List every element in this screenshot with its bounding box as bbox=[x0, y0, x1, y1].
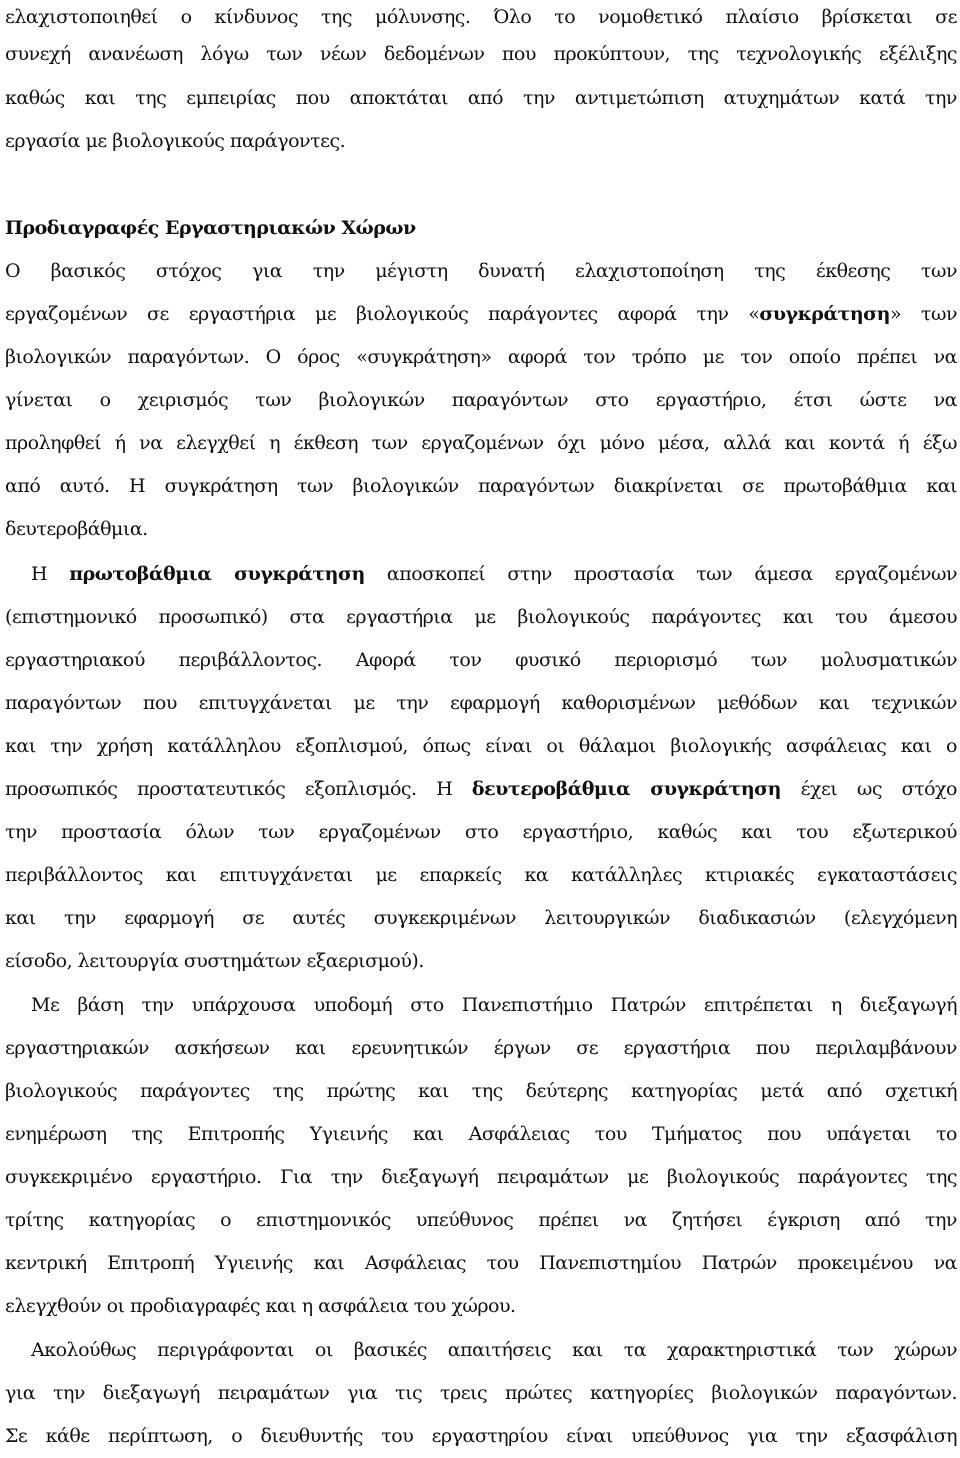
paragraph-2-line-7: δευτεροβάθμια. bbox=[5, 518, 148, 540]
paragraph-5-line-2: για την διεξαγωγή πειραμάτων για τις τρεις πρώτες κατηγορίες βιολογικών παραγόντων. bbox=[5, 1382, 957, 1404]
paragraph-2-line-2-text-a: εργαζομένων σε εργαστήρια με βιολογικούς παράγοντες αφορά την « bbox=[5, 303, 760, 325]
section-heading bbox=[5, 211, 957, 245]
paragraph-3-line-4: παραγόντων που επιτυγχάνεται με την εφαρμογή καθορισμένων μεθόδων και τεχνικών bbox=[5, 692, 957, 714]
paragraph-3-line-2: (επιστημονικό προσωπικό) στα εργαστήρια με βιολογικούς παράγοντες και του άμεσου bbox=[5, 606, 957, 628]
paragraph-3-line-9: και την εφαρμογή σε αυτές συγκεκριμένων λειτουργικών διαδικασιών (ελεγχόμενη bbox=[5, 907, 957, 929]
paragraph-1-line-4: εργασία με βιολογικούς παράγοντες. bbox=[5, 130, 346, 152]
paragraph-2-line-1: Ο βασικός στόχος για την μέγιστη δυνατή ελαχιστοποίηση της έκθεσης των bbox=[5, 260, 957, 282]
paragraph-4-line-5: συγκεκριμένο εργαστήριο. Για την διεξαγωγή πειραμάτων με βιολογικούς παράγοντες της bbox=[5, 1166, 957, 1188]
paragraph-2-line-2-text-c: » των bbox=[889, 303, 957, 325]
paragraph-1-line-3: καθώς και της εμπειρίας που αποκτάται από την αντιμετώπιση ατυχημάτων κατά την bbox=[5, 87, 957, 109]
paragraph-4-line-3: βιολογικούς παράγοντες της πρώτης και της δεύτερης κατηγορίας μετά από σχετική bbox=[5, 1080, 957, 1102]
paragraph-3-line-8: περιβάλλοντος και επιτυγχάνεται με επαρκείς κα κατάλληλες κτιριακές εγκαταστάσεις bbox=[5, 864, 957, 886]
paragraph-4-line-8: ελεγχθούν οι προδιαγραφές και η ασφάλεια του χώρου. bbox=[5, 1295, 516, 1317]
paragraph-1-line-2: συνεχή ανανέωση λόγω των νέων δεδομένων που προκύπτουν, της τεχνολογικής εξέλιξης bbox=[5, 43, 957, 65]
paragraph-4-line-1: Με βάση την υπάρχουσα υποδομή στο Πανεπιστήμιο Πατρών επιτρέπεται η διεξαγωγή bbox=[31, 994, 957, 1016]
paragraph-4-line-7: κεντρική Επιτροπή Υγιεινής και Ασφάλειας του Πανεπιστημίου Πατρών προκειμένου να bbox=[5, 1252, 957, 1274]
term-primary-containment: πρωτοβάθμια συγκράτηση bbox=[69, 563, 365, 585]
paragraph-3-line-1-text-c: αποσκοπεί στην προστασία των άμεσα εργαζομένων bbox=[364, 563, 957, 585]
paragraph-2-line-6: από αυτό. Η συγκράτηση των βιολογικών παραγόντων διακρίνεται σε πρωτοβάθμια και bbox=[5, 475, 957, 497]
paragraph-3-line-3: εργαστηριακού περιβάλλοντος. Αφορά τον φυσικό περιορισμό των μολυσματικών bbox=[5, 649, 957, 671]
paragraph-2-line-2 bbox=[5, 297, 957, 331]
paragraph-1-line-1: ελαχιστοποιηθεί ο κίνδυνος της μόλυνσης. Όλο το νομοθετικό πλαίσιο βρίσκεται σε bbox=[5, 6, 957, 28]
paragraph-4-line-2: εργαστηριακών ασκήσεων και ερευνητικών έργων σε εργαστήρια που περιλαμβάνουν bbox=[5, 1037, 957, 1059]
section-heading-text: Προδιαγραφές Εργαστηριακών Χώρων bbox=[5, 217, 416, 239]
paragraph-5-line-3: Σε κάθε περίπτωση, ο διευθυντής του εργαστηρίου είναι υπεύθυνος για την εξασφάλιση bbox=[5, 1425, 957, 1447]
paragraph-3-line-5: και την χρήση κατάλληλου εξοπλισμού, όπως είναι οι θάλαμοι βιολογικής ασφάλειας και ο bbox=[5, 735, 957, 757]
paragraph-3-line-6 bbox=[5, 772, 957, 806]
paragraph-3-line-1-text-a: Η bbox=[31, 563, 70, 585]
paragraph-3-line-6-text-c: έχει ως στόχο bbox=[780, 778, 957, 800]
paragraph-2-line-4: γίνεται ο χειρισμός των βιολογικών παραγόντων στο εργαστήριο, έτσι ώστε να bbox=[5, 389, 957, 411]
paragraph-3-line-6-text-a: προσωπικός προστατευτικός εξοπλισμός. Η bbox=[5, 778, 472, 800]
term-containment: συγκράτηση bbox=[759, 303, 890, 325]
paragraph-2-line-5: προληφθεί ή να ελεγχθεί η έκθεση των εργαζομένων όχι μόνο μέσα, αλλά και κοντά ή έξω bbox=[5, 432, 957, 454]
paragraph-4-line-4: ενημέρωση της Επιτροπής Υγιεινής και Ασφάλειας του Τμήματος που υπάγεται το bbox=[5, 1123, 957, 1145]
paragraph-3-line-10: είσοδο, λειτουργία συστημάτων εξαερισμού). bbox=[5, 950, 424, 972]
term-secondary-containment: δευτεροβάθμια συγκράτηση bbox=[471, 778, 781, 800]
paragraph-2-line-3: βιολογικών παραγόντων. Ο όρος «συγκράτηση» αφορά τον τρόπο με τον οποίο πρέπει να bbox=[5, 346, 957, 368]
paragraph-4-line-6: τρίτης κατηγορίας ο επιστημονικός υπεύθυνος πρέπει να ζητήσει έγκριση από την bbox=[5, 1209, 957, 1231]
paragraph-3-line-1 bbox=[5, 557, 957, 591]
paragraph-3-line-7: την προστασία όλων των εργαζομένων στο εργαστήριο, καθώς και του εξωτερικού bbox=[5, 821, 957, 843]
paragraph-5-line-1: Ακολούθως περιγράφονται οι βασικές απαιτήσεις και τα χαρακτηριστικά των χώρων bbox=[31, 1339, 957, 1361]
